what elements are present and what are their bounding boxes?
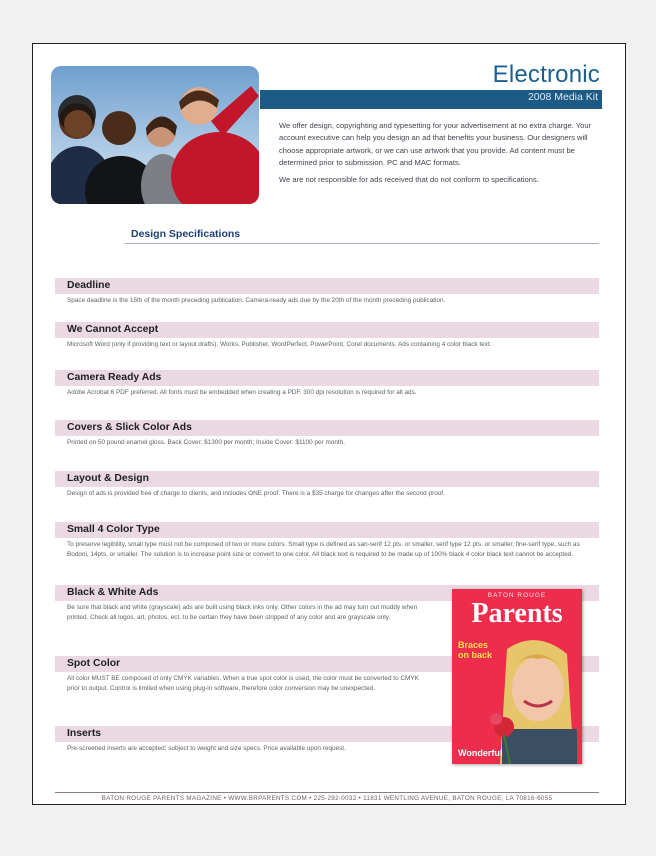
section-text: To preserve legibility, small type must not be composed of two or more colors. Small type is defined as san-serif 12 pts. or smaller, serif type 12 pts. or smaller, fine-serif type, such as Bodoni, 14pts. or smaller. The solution is to increase point size or convert to one color. All black text is required to be made up of 100% black 4 color black text cannot be accepted.: [67, 541, 580, 559]
section-camera-ready: [55, 370, 599, 398]
section-text: All color MUST BE composed of only CMYK variables. When a true spot color is used, the color must be converted to CMYK prior to output. Control is limited when using plug-in software, therefore color conversion may be unexpected.: [67, 675, 419, 693]
section-text: Design of ads is provided free of charge to clients, and includes ONE proof. There is a $35 charge for changes after the second proof.: [67, 490, 445, 497]
section-title: Spot Color: [55, 656, 599, 672]
children-photo: [51, 66, 259, 204]
cover-girl-illustration: [452, 589, 582, 764]
section-deadline: [55, 278, 599, 306]
section-title: Camera Ready Ads: [55, 370, 599, 386]
section-title: Covers & Slick Color Ads: [55, 420, 599, 436]
footer-divider: [55, 792, 599, 793]
cover-headline-2: on back: [458, 650, 493, 660]
section-text: Pre-screened inserts are accepted; subject to weight and size specs. Price available upon request.: [67, 745, 346, 752]
section-text: Printed on 50 pound enamel gloss. Back Cover: $1300 per month; Inside Cover: $1100 per month.: [67, 439, 346, 446]
section-title: Layout & Design: [55, 471, 599, 487]
section-text: Adobe Acrobat 6 PDF preferred. All fonts must be embedded when creating a PDF. 300 dpi resolution is required for all ads.: [67, 389, 417, 396]
design-specifications-heading: Design Specifications: [131, 228, 241, 240]
children-illustration: [51, 66, 259, 204]
section-text: Microsoft Word (only if providing text or layout drafts), Works, Publisher, WordPerfect, PowerPoint, Corel documents. Ads containing 4 color black text.: [67, 341, 492, 348]
section-title: Deadline: [55, 278, 599, 294]
footer-contact: BATON ROUGE PARENTS MAGAZINE • WWW.BRPARENTS.COM • 225-292-0032 • 11831 WENTLING AVENUE, BATON ROUGE, LA 70816-6055: [101, 795, 553, 802]
intro-disclaimer: We are not responsible for ads received that do not conform to specifications.: [279, 174, 539, 184]
intro-text: [279, 120, 604, 190]
cover-headline-3: Wonderful: [458, 748, 503, 758]
cover-headline-1: Braces: [458, 640, 489, 650]
cover-logo: Parents: [471, 598, 563, 629]
section-title: Small 4 Color Type: [55, 522, 599, 538]
title-band: [260, 90, 602, 109]
section-covers: [55, 420, 599, 448]
section-layout-design: [55, 471, 599, 499]
section-text: Be sure that black and white (grayscale) ads are built using black inks only. Other colors in the ad may turn out muddy when printed. Check all logos, art, photos, ect. to be certain they have been stripped of any color and are grayscale only.: [67, 604, 418, 622]
section-cannot-accept: [55, 322, 599, 350]
intro-paragraph: We offer design, copyrighting and typesetting for your advertisement at no extra charge. Your account executive can help you design an ad that benefits your business. Our designers will choose appropriate artwork, or we can use artwork that you provide. Ad content must be determined prior to submission. PC and MAC formats.: [279, 121, 592, 168]
section-small-type: [55, 522, 599, 560]
magazine-cover: [452, 589, 582, 764]
section-title: Inserts: [55, 726, 599, 742]
page-title: Electronic: [492, 61, 600, 88]
section-text: Space deadline is the 15th of the month preceding publication. Camera-ready ads due by the 20th of the month preceding publication.: [67, 297, 446, 304]
page-subtitle: 2008 Media Kit: [527, 91, 598, 103]
heading-divider: [125, 243, 599, 244]
cover-brand: BATON ROUGE: [487, 592, 547, 599]
section-title: We Cannot Accept: [55, 322, 599, 338]
section-title: Black & White Ads: [55, 585, 599, 601]
media-kit-page: [32, 43, 626, 805]
